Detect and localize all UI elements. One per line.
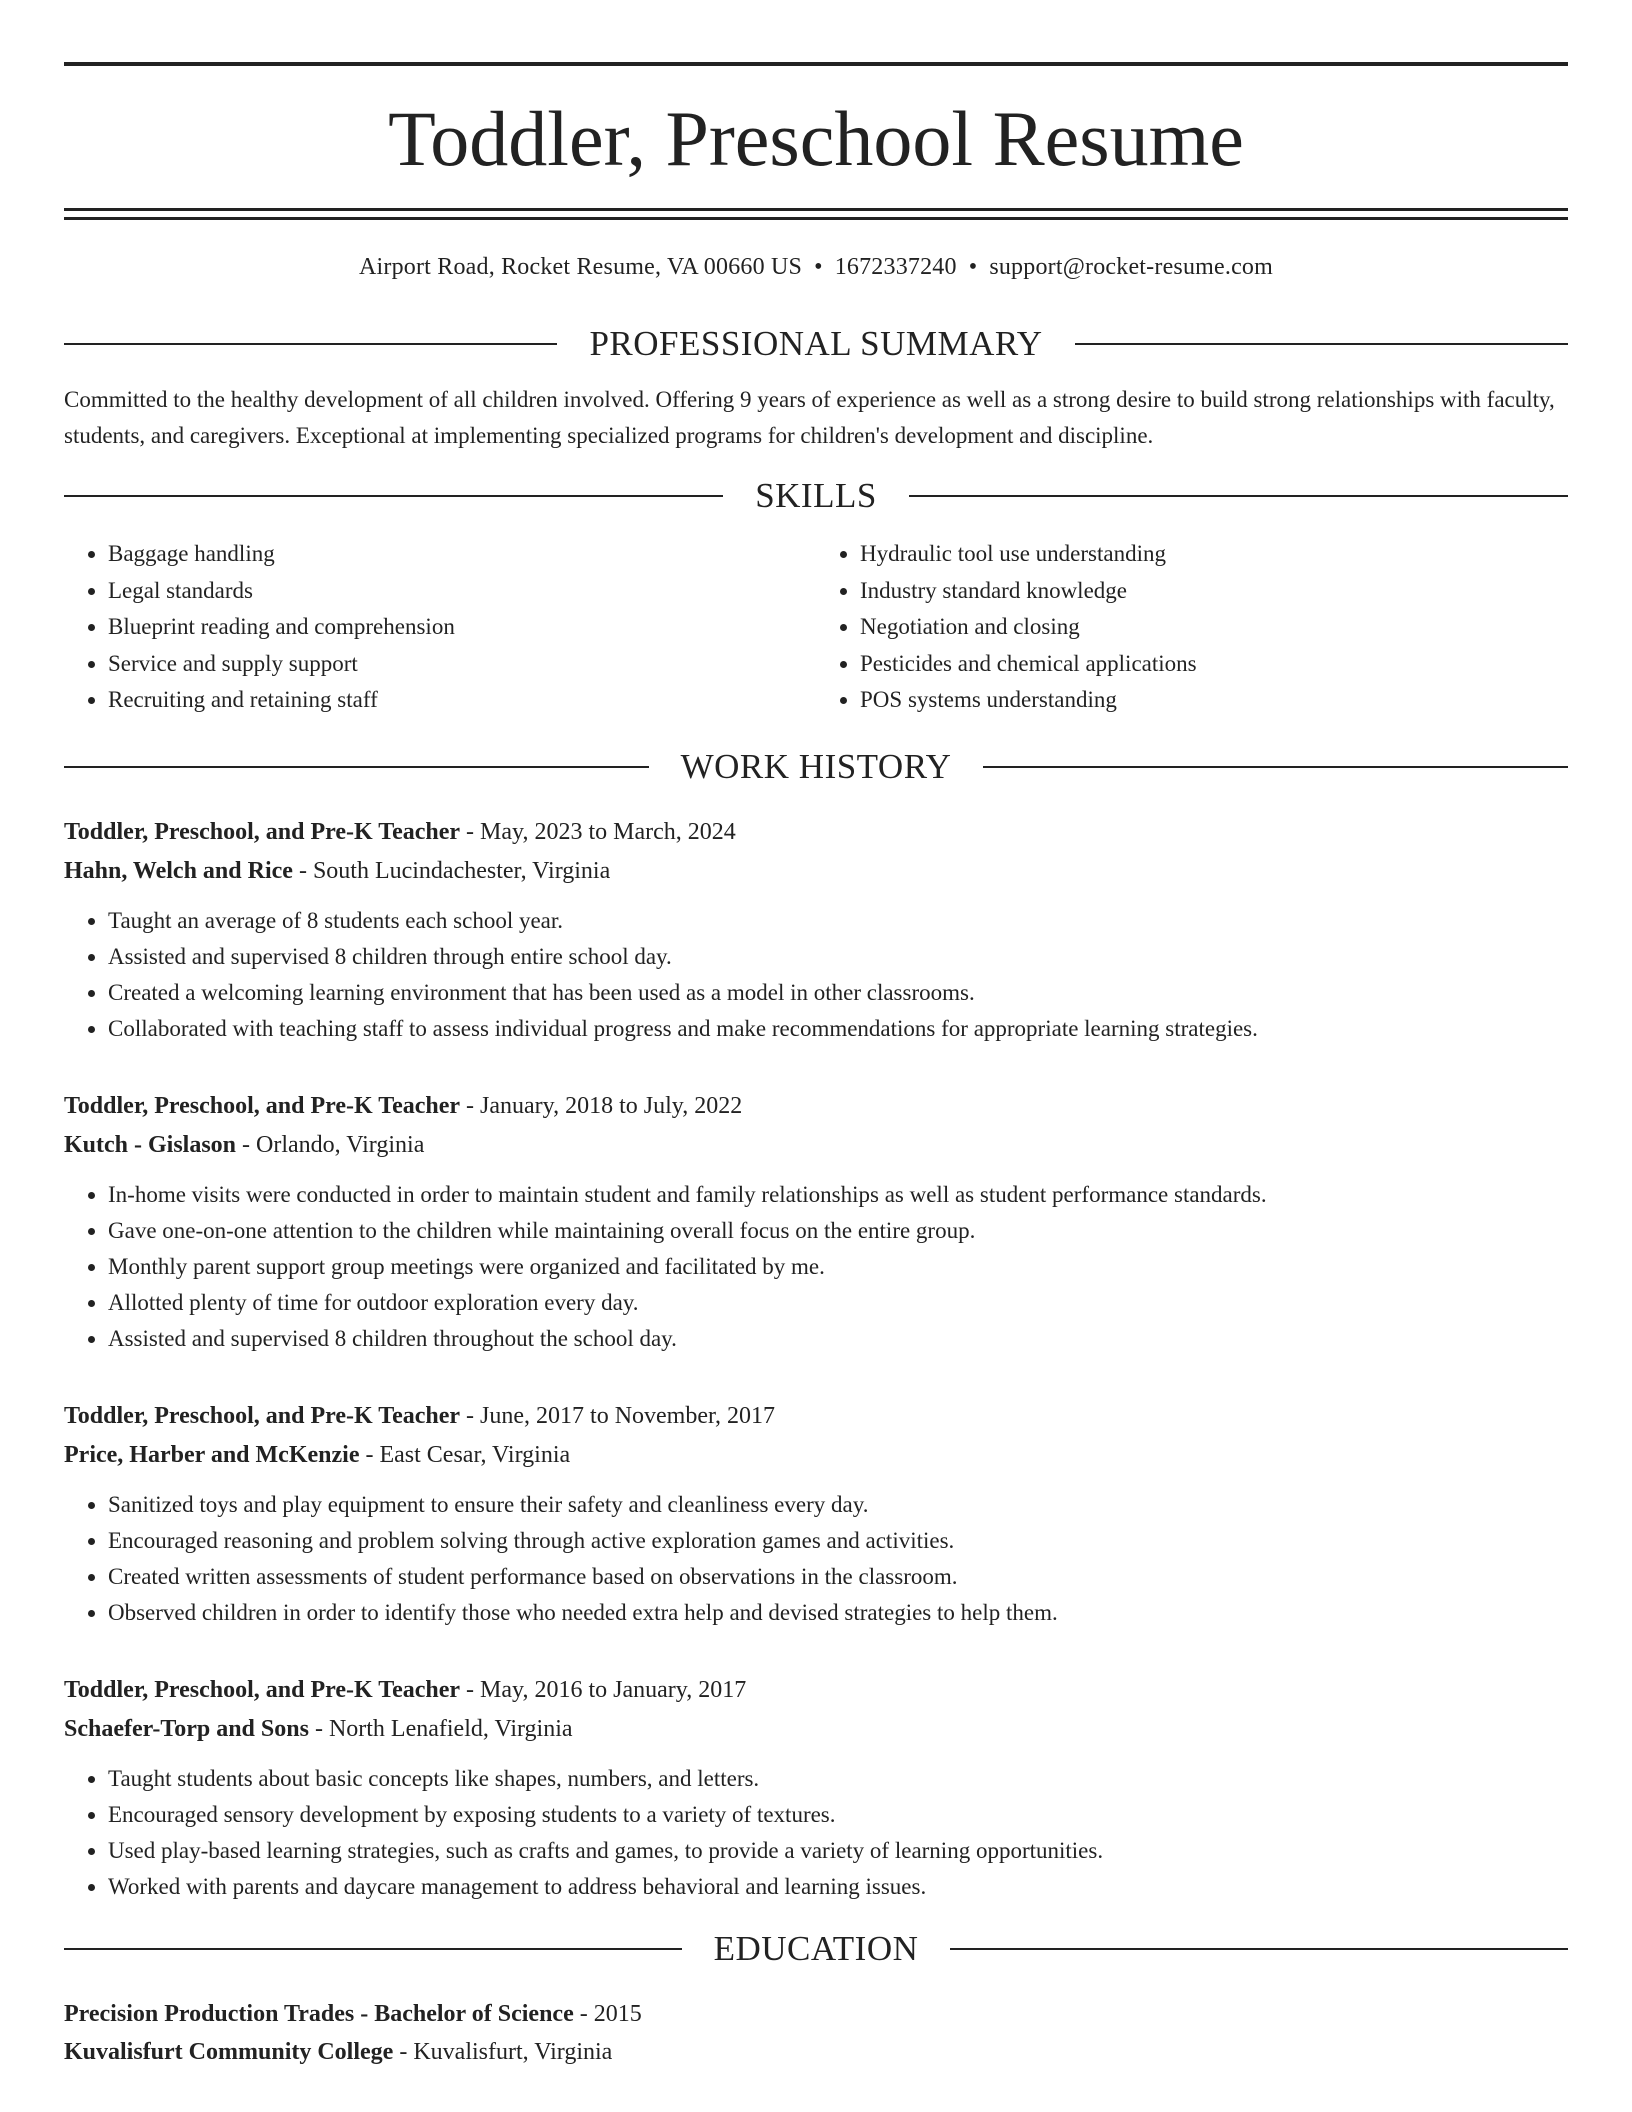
job-title: Toddler, Preschool, and Pre-K Teacher xyxy=(64,1676,461,1703)
job-entry xyxy=(64,1087,1568,1357)
divider-line xyxy=(64,1948,682,1950)
job-company: Kutch - Gislason xyxy=(64,1131,237,1158)
job-bullets xyxy=(64,903,1568,1047)
job-bullet: • Gave one-on-one attention to the children while maintaining overall focus on the entire group. xyxy=(108,1213,1568,1249)
divider-line xyxy=(64,766,649,768)
dash: - xyxy=(460,818,481,845)
job-bullet: • Sanitized toys and play equipment to ensure their safety and cleanliness every day. xyxy=(108,1487,1568,1523)
divider-line xyxy=(983,766,1568,768)
skill-item: • Hydraulic tool use understanding xyxy=(860,536,1568,573)
section-title-work: WORK HISTORY xyxy=(680,746,952,786)
skill-item: • Baggage handling xyxy=(108,536,816,573)
job-bullet: • Encouraged reasoning and problem solving through active exploration games and activities. xyxy=(108,1523,1568,1559)
job-entry xyxy=(64,1397,1568,1631)
skill-item: • POS systems understanding xyxy=(860,682,1568,719)
section-header-summary xyxy=(64,322,1568,366)
job-company: Price, Harber and McKenzie xyxy=(64,1441,360,1468)
divider-line xyxy=(1075,343,1568,345)
dash: - xyxy=(460,1092,481,1119)
divider-line xyxy=(64,343,557,345)
section-header-skills xyxy=(64,474,1568,518)
job-bullet: • Taught an average of 8 students each school year. xyxy=(108,903,1568,939)
job-bullet: • Created a welcoming learning environment that has been used as a model in other classrooms. xyxy=(108,975,1568,1011)
skill-item: • Legal standards xyxy=(108,573,816,610)
education-entry xyxy=(64,1995,1568,2071)
contact-separator: • xyxy=(968,254,978,280)
job-location: South Lucindachester, Virginia xyxy=(312,857,611,884)
job-bullet: • Collaborated with teaching staff to assess individual progress and make recommendations for appropriate learning strategies. xyxy=(108,1011,1568,1047)
divider-line xyxy=(64,495,723,497)
dash: - xyxy=(393,2038,414,2065)
skill-item: • Pesticides and chemical applications xyxy=(860,646,1568,683)
job-title: Toddler, Preschool, and Pre-K Teacher xyxy=(64,1092,461,1119)
job-bullet: • Worked with parents and daycare management to address behavioral and learning issues. xyxy=(108,1869,1568,1905)
top-rule xyxy=(64,62,1568,66)
job-title-line xyxy=(64,813,1568,852)
job-bullet: • Created written assessments of student performance based on observations in the classroom. xyxy=(108,1559,1568,1595)
education-degree-line xyxy=(64,1995,1568,2033)
job-location: North Lenafield, Virginia xyxy=(328,1715,573,1742)
job-bullets xyxy=(64,1177,1568,1357)
job-bullet: • Observed children in order to identify those who needed extra help and devised strategies to help them. xyxy=(108,1595,1568,1631)
contact-line xyxy=(64,254,1568,288)
resume-page xyxy=(64,62,1568,2071)
job-bullet: • Encouraged sensory development by exposing students to a variety of textures. xyxy=(108,1797,1568,1833)
job-title: Toddler, Preschool, and Pre-K Teacher xyxy=(64,818,461,845)
section-header-education xyxy=(64,1927,1568,1971)
skill-item: • Blueprint reading and comprehension xyxy=(108,609,816,646)
job-bullet: • Monthly parent support group meetings were organized and facilitated by me. xyxy=(108,1249,1568,1285)
job-location: East Cesar, Virginia xyxy=(379,1441,571,1468)
education-school-line xyxy=(64,2033,1568,2071)
job-bullet: • Taught students about basic concepts like shapes, numbers, and letters. xyxy=(108,1761,1568,1797)
job-company-line xyxy=(64,1436,1568,1475)
job-title: Toddler, Preschool, and Pre-K Teacher xyxy=(64,1402,461,1429)
job-dates: May, 2023 to March, 2024 xyxy=(480,818,736,845)
education-school: Kuvalisfurt Community College xyxy=(64,2038,394,2065)
education-location: Kuvalisfurt, Virginia xyxy=(413,2038,613,2065)
section-title-summary: PROFESSIONAL SUMMARY xyxy=(589,324,1043,363)
section-header-work xyxy=(64,745,1568,789)
job-entry xyxy=(64,1671,1568,1905)
divider-line xyxy=(909,495,1568,497)
title-rule-lower xyxy=(64,217,1568,220)
job-bullet: • Assisted and supervised 8 children through entire school day. xyxy=(108,939,1568,975)
skills-column-left xyxy=(64,536,816,719)
job-company-line xyxy=(64,1126,1568,1165)
dash: - xyxy=(573,2000,594,2027)
job-title-line xyxy=(64,1087,1568,1126)
summary-text: Committed to the healthy development of all children involved. Offering 9 years of experience as well as a strong desire to build strong relationships with faculty, students, and caregivers. Exceptional at implementing specialized programs for children's development and discipline. xyxy=(64,387,1555,448)
job-bullets xyxy=(64,1487,1568,1631)
job-dates: January, 2018 to July, 2022 xyxy=(480,1092,743,1119)
resume-title: Toddler, Preschool Resume xyxy=(388,95,1244,182)
divider-line xyxy=(950,1948,1568,1950)
job-bullet: • Assisted and supervised 8 children throughout the school day. xyxy=(108,1321,1568,1357)
skill-item: • Recruiting and retaining staff xyxy=(108,682,816,719)
job-entry xyxy=(64,813,1568,1047)
job-company-line xyxy=(64,1710,1568,1749)
dash: - xyxy=(460,1676,481,1703)
contact-address: Airport Road, Rocket Resume, VA 00660 US xyxy=(358,254,803,280)
dash: - xyxy=(292,857,313,884)
section-title-skills: SKILLS xyxy=(755,476,877,515)
job-dates: June, 2017 to November, 2017 xyxy=(480,1402,776,1429)
job-location: Orlando, Virginia xyxy=(256,1131,425,1158)
dash: - xyxy=(460,1402,481,1429)
job-bullet: • In-home visits were conducted in order to maintain student and family relationships as well as student performance standards. xyxy=(108,1177,1568,1213)
job-company: Hahn, Welch and Rice xyxy=(64,857,293,884)
job-bullet: • Used play-based learning strategies, such as crafts and games, to provide a variety of learning opportunities. xyxy=(108,1833,1568,1869)
skill-item: • Industry standard knowledge xyxy=(860,573,1568,610)
dash: - xyxy=(308,1715,329,1742)
job-company-line xyxy=(64,852,1568,891)
dash: - xyxy=(236,1131,257,1158)
skill-item: • Negotiation and closing xyxy=(860,609,1568,646)
job-title-line xyxy=(64,1397,1568,1436)
skills-list xyxy=(64,536,1568,719)
contact-separator: • xyxy=(814,254,823,280)
job-company: Schaefer-Torp and Sons xyxy=(64,1715,309,1742)
section-title-education: EDUCATION xyxy=(713,1928,919,1968)
contact-email[interactable]: support@rocket-resume.com xyxy=(989,254,1273,280)
job-dates: May, 2016 to January, 2017 xyxy=(480,1676,747,1703)
title-rule-upper xyxy=(64,208,1568,211)
job-bullet: • Allotted plenty of time for outdoor exploration every day. xyxy=(108,1285,1568,1321)
skill-item: • Service and supply support xyxy=(108,646,816,683)
job-bullets xyxy=(64,1761,1568,1905)
dash: - xyxy=(359,1441,380,1468)
education-degree: Precision Production Trades - Bachelor of Science xyxy=(64,2000,574,2027)
education-year: 2015 xyxy=(593,2000,642,2027)
contact-phone: 1672337240 xyxy=(834,254,957,280)
skills-column-right xyxy=(816,536,1568,719)
job-title-line xyxy=(64,1671,1568,1710)
